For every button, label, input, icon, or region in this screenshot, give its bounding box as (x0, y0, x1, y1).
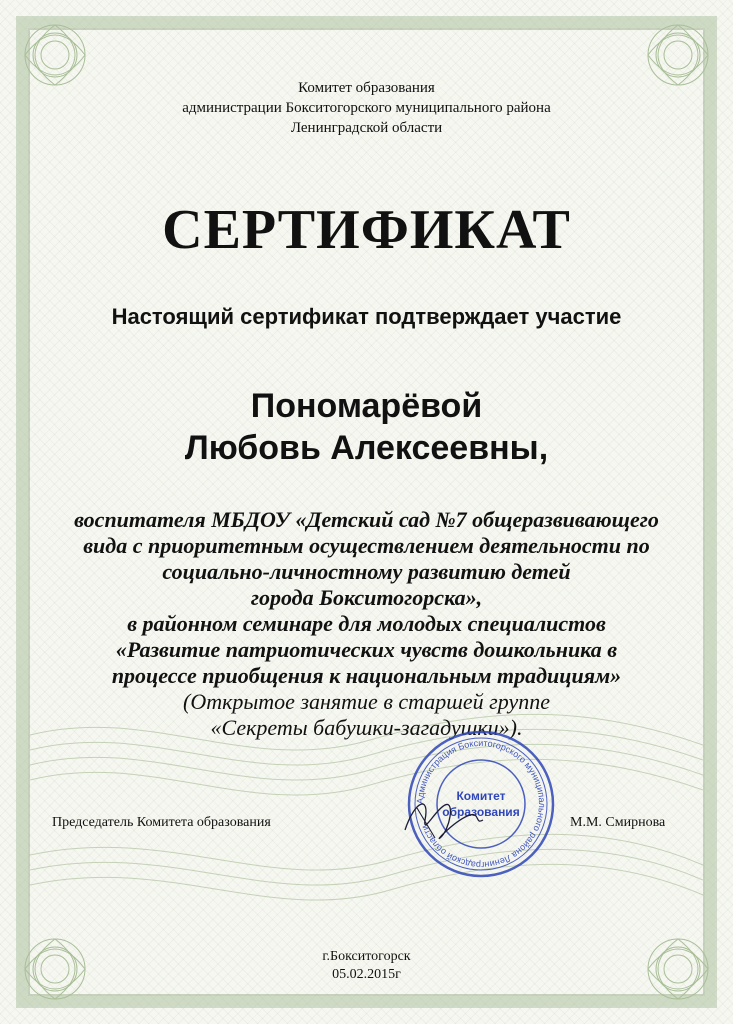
stamp-outer-text: Администрация Бокситогорского муниципального района Ленинградской области (414, 737, 548, 871)
description-note-line: (Открытое занятие в старшей группе (183, 689, 550, 714)
description-line: «Развитие патриотических чувств дошкольника в (115, 637, 618, 662)
footer-date: 05.02.2015г (332, 967, 401, 982)
recipient-given-names: Любовь Алексеевны, (184, 429, 549, 467)
signatory-position: Председатель Комитета образования (52, 815, 271, 830)
description-note-line: «Секреты бабушки-загадушки»). (210, 715, 523, 740)
recipient-surname: Пономарёвой (250, 387, 483, 425)
handwritten-signature (395, 790, 490, 850)
description-line: процессе приобщения к национальным традициям» (111, 663, 622, 688)
footer-block (0, 948, 733, 984)
description-line: в районном семинаре для молодых специалистов (127, 611, 606, 636)
issuer-line: администрации Бокситогорского муниципального района (182, 100, 551, 116)
signatory-name: М.М. Смирнова (570, 815, 666, 830)
description-line: вида с приоритетным осуществлением деятельности по (83, 533, 650, 558)
stamp-center-line: образования (442, 805, 520, 819)
issuer-block (0, 78, 733, 138)
confirmation-text: Настоящий сертификат подтверждает участие (111, 304, 622, 329)
description-line: социально-личностному развитию детей (162, 559, 571, 584)
issuer-line: Ленинградской области (290, 120, 443, 136)
participation-description (20, 507, 713, 741)
description-line: воспитателя МБДОУ «Детский сад №7 общеразвивающего (74, 507, 659, 532)
footer-city: г.Бокситогорск (322, 949, 411, 964)
recipient-name (0, 385, 733, 469)
certificate-title: СЕРТИФИКАТ (162, 199, 571, 261)
description-line: города Бокситогорска», (250, 585, 483, 610)
issuer-line: Комитет образования (298, 80, 435, 96)
stamp-center-line: Комитет (456, 789, 506, 803)
